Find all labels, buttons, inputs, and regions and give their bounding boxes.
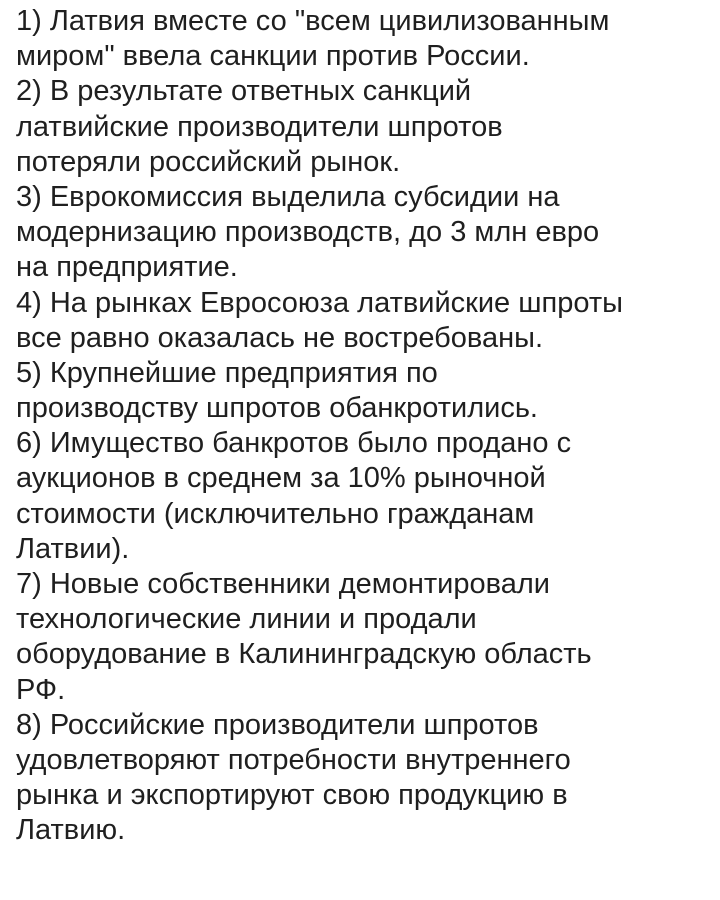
text-line: 5) Крупнейшие предприятия по bbox=[16, 356, 438, 389]
text-line: аукционов в среднем за 10% рыночной bbox=[16, 462, 546, 495]
text-line: Латвии). bbox=[16, 532, 130, 565]
text-line: потеряли российский рынок. bbox=[16, 145, 401, 178]
text-line: 4) На рынках Евросоюза латвийские шпроты bbox=[16, 286, 623, 319]
text-line: 6) Имущество банкротов было продано с bbox=[16, 427, 572, 460]
text-line: удовлетворяют потребности внутреннего bbox=[16, 743, 571, 776]
text-line: производству шпротов обанкротились. bbox=[16, 392, 538, 425]
text-line: рынка и экспортируют свою продукцию в bbox=[16, 779, 568, 812]
text-line: 8) Российские производители шпротов bbox=[16, 708, 539, 741]
text-line: миром" ввела санкции против России. bbox=[16, 40, 530, 73]
text-block bbox=[16, 4, 716, 849]
text-line: Латвию. bbox=[16, 814, 126, 847]
text-line: на предприятие. bbox=[16, 251, 238, 284]
text-line: технологические линии и продали bbox=[16, 603, 477, 636]
text-line: модернизацию производств, до 3 млн евро bbox=[16, 216, 600, 249]
text-line: все равно оказалась не востребованы. bbox=[16, 321, 544, 354]
text-line: 3) Еврокомиссия выделила субсидии на bbox=[16, 180, 560, 213]
text-line: оборудование в Калининградскую область bbox=[16, 638, 592, 671]
text-line: РФ. bbox=[16, 673, 66, 706]
text-line: латвийские производители шпротов bbox=[16, 110, 503, 143]
text-line: стоимости (исключительно гражданам bbox=[16, 497, 535, 530]
text-line: 1) Латвия вместе со "всем цивилизованным bbox=[16, 5, 610, 37]
text-line: 7) Новые собственники демонтировали bbox=[16, 568, 550, 600]
text-line: 2) В результате ответных санкций bbox=[16, 75, 472, 108]
